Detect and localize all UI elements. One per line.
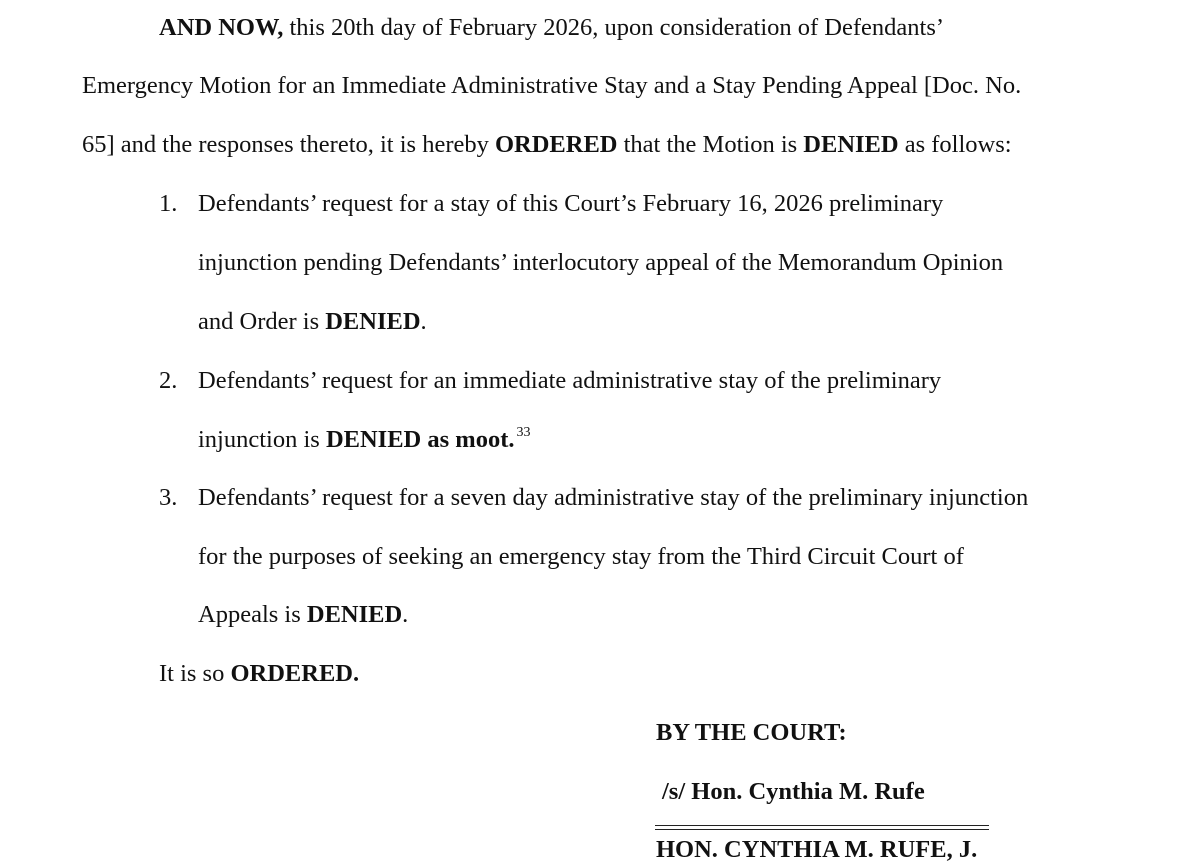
closing-line <box>159 662 359 687</box>
by-the-court-label: BY THE COURT: <box>656 719 847 746</box>
intro-line-1 <box>159 16 944 41</box>
denied-bold: DENIED <box>306 601 403 628</box>
list-item-1-text: and Order is <box>198 308 326 335</box>
period: . <box>420 308 427 335</box>
intro-line-3-text-c: as follows: <box>898 131 1012 158</box>
ordered-bold: ORDERED <box>494 131 618 158</box>
signature-line <box>655 825 989 830</box>
ordered-bold: ORDERED. <box>230 660 360 687</box>
list-item-3-line-1: Defendants’ request for a seven day administrative stay of the preliminary injunction <box>198 484 1029 511</box>
list-item-3-line-2: for the purposes of seeking an emergency stay from the Third Circuit Court of <box>198 543 964 570</box>
list-item-1-line-3 <box>198 310 427 335</box>
denied-bold: DENIED <box>803 131 899 158</box>
list-item-2-line-2 <box>198 425 531 453</box>
intro-line-2 <box>82 74 1021 99</box>
intro-and-now: AND NOW, <box>159 14 284 41</box>
list-item-1-line-2: injunction pending Defendants’ interlocutory appeal of the Memorandum Opinion <box>198 249 1004 276</box>
judge-name: HON. CYNTHIA M. RUFE, J. <box>656 836 978 863</box>
electronic-signature: /s/ Hon. Cynthia M. Rufe <box>662 778 925 805</box>
footnote-marker[interactable]: 33 <box>516 425 531 440</box>
intro-line-3-text-b: that the Motion is <box>617 131 804 158</box>
period: . <box>402 601 409 628</box>
intro-line-3 <box>82 133 1012 158</box>
list-item-1-line-1: Defendants’ request for a stay of this Court’s February 16, 2026 preliminary <box>198 190 944 217</box>
list-item-3-text: Appeals is <box>198 601 307 628</box>
denied-as-moot-bold: DENIED as moot. <box>325 426 515 453</box>
list-item-number: 2. <box>159 367 178 394</box>
intro-line-1-text: this 20th day of February 2026, upon consideration of Defendants’ <box>283 14 945 41</box>
list-item-2-text: injunction is <box>198 426 326 453</box>
list-item-number: 3. <box>159 484 178 511</box>
list-item-number: 1. <box>159 190 178 217</box>
intro-line-3-text-a: 65] and the responses thereto, it is hereby <box>82 131 495 158</box>
list-item-3-line-3 <box>198 603 408 628</box>
closing-text: It is so <box>159 660 231 687</box>
intro-line-2-text: Emergency Motion for an Immediate Administrative Stay and a Stay Pending Appeal [Doc. No. <box>82 72 1022 99</box>
denied-bold: DENIED <box>325 308 421 335</box>
list-item-2-line-1: Defendants’ request for an immediate administrative stay of the preliminary <box>198 367 942 394</box>
